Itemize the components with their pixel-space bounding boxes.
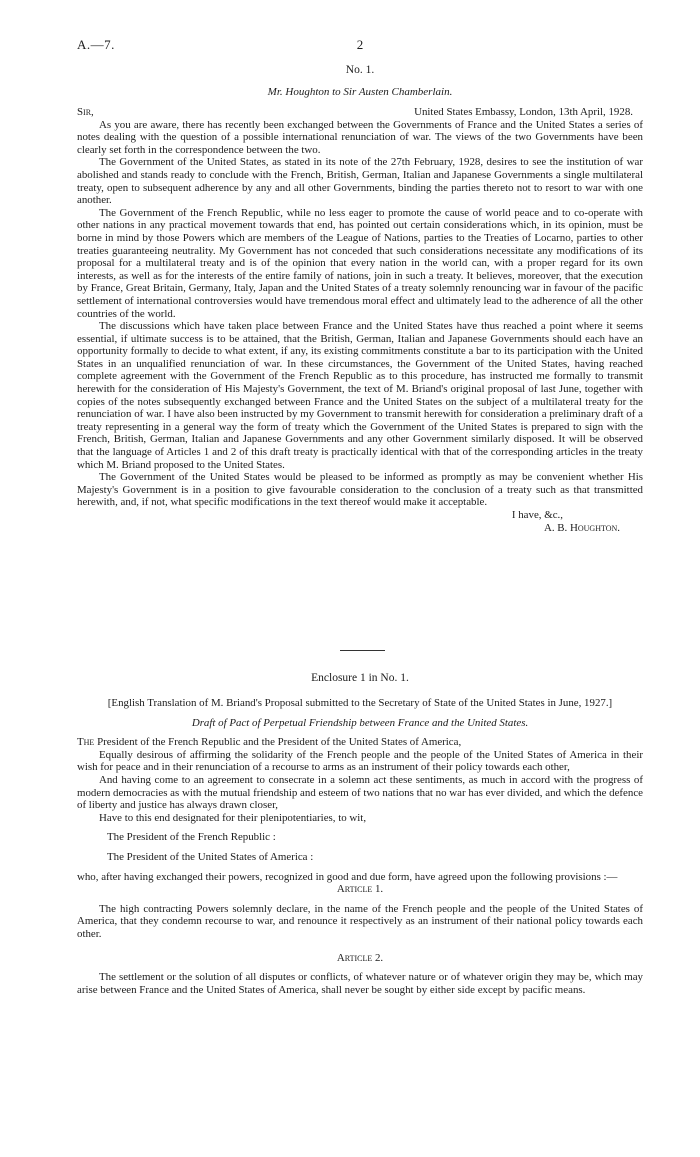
letter-closing: I have, &c., bbox=[511, 509, 563, 521]
salutation-row bbox=[77, 106, 643, 119]
document-number: No. 1. bbox=[345, 64, 375, 76]
preamble-first-word: The bbox=[77, 736, 95, 749]
page-number: 2 bbox=[356, 37, 364, 52]
article-heading: Article 1. bbox=[336, 883, 384, 896]
letter-title: Mr. Houghton to Sir Austen Chamberlain. bbox=[267, 86, 453, 98]
series-number: A.—7. bbox=[77, 37, 115, 52]
article-text: The high contracting Powers solemnly declare, in the name of the French people and the people of the United States of America, that they condemn recourse to war, and renounce it respectively as an instrument of their national policy towards each other. bbox=[77, 902, 643, 940]
preamble-opening bbox=[77, 736, 643, 749]
salutation: Sir, bbox=[77, 106, 94, 118]
enclosure-body bbox=[77, 697, 643, 996]
draft-title: Draft of Pact of Perpetual Friendship between France and the United States. bbox=[191, 716, 529, 729]
place-date: United States Embassy, London, 13th April, 1928. bbox=[414, 106, 633, 118]
enclosure-heading: Enclosure 1 in No. 1. bbox=[311, 672, 409, 684]
article-heading: Article 2. bbox=[336, 951, 384, 964]
preamble-paragraph: Equally desirous of affirming the solidarity of the French people and the people of the United States of America in their wish for peace and in their renunciation of a recourse to arms as an instrument of their policy towards each other, bbox=[77, 748, 643, 774]
letter-paragraph: The Government of the French Republic, while no less eager to promote the cause of world peace and to co-operate with other nations in any practical movement towards that end, has pointed out certain considerations which, in its opinion, must be borne in mind by those Powers which are members of the League of Nations, parties to the Treaties of Locarno, parties to other treaties guaranteeing neutrality. My Government has not conceded that such considerations necessitate any modifications of its proposal for a multilateral treaty and is of the opinion that every nation in the world can, with a proper regard for its own interests, as well as for the interests of the entire family of nations, join in such a treaty. It believes, moreover, that the execution by France, Great Britain, Germany, Italy, Japan and the United States of a treaty solemnly renouncing war in favour of the pacific settlement of international controversies would have tremendous moral effect and ultimately lead to the adherence of all the other countries of the world. bbox=[77, 206, 643, 320]
plenipotentiary-line: The President of the French Republic : bbox=[107, 831, 276, 844]
preamble-paragraph: Have to this end designated for their plenipotentiaries, to wit, bbox=[99, 811, 367, 824]
agreement-clause: who, after having exchanged their powers, recognized in good and due form, have agreed upon the following provisions :— bbox=[77, 870, 618, 883]
preamble-paragraph: And having come to an agreement to consecrate in a solemn act these sentiments, as much in accord with the progress of modern democracies as with the mutual friendship and esteem of two nations that no war has ever divided, and which the defence of liberty and justice has always drawn closer, bbox=[77, 773, 643, 812]
letter-closing-block bbox=[77, 509, 643, 534]
letter-paragraph: The discussions which have taken place between France and the United States have thus reached a point where it seems essential, if ultimate success is to be attained, that the British, German, Italian and Japanese Governments should each have an opportunity formally to decide to what extent, if any, its existing commitments constitute a bar to its participation with the United States in an unqualified renunciation of war. In these circumstances, the Government of the United States, having reached complete agreement with the Government of the French Republic as to this procedure, has instructed me formally to transmit herewith for the consideration of His Majesty's Government, the text of M. Briand's original proposal of last June, together with copies of the notes subsequently exchanged between France and the United States on the subject of a multilateral treaty for the renunciation of war. I have also been instructed by my Government to transmit herewith for consideration a preliminary draft of a treaty representing in a general way the form of treaty which the Government of the United States is prepared to sign with the French, British, German, Italian and Japanese Governments and any other Government similarly disposed. It will be observed that the language of Articles 1 and 2 of this draft treaty is practically identical with that of the corresponding articles in the treaty which M. Briand proposed to the United States. bbox=[77, 320, 643, 471]
section-divider bbox=[340, 650, 385, 651]
letter-body bbox=[77, 106, 643, 534]
preamble-first-rest: President of the French Republic and the President of the United States of America, bbox=[97, 736, 462, 749]
article-text: The settlement or the solution of all disputes or conflicts, of whatever nature or of whatever origin they may be, which may arise between France and the United States of America, shall never be sought by either side except by pacific means. bbox=[77, 971, 643, 996]
enclosure-note: [English Translation of M. Briand's Proposal submitted to the Secretary of State of the United States in June, 1927.] bbox=[107, 697, 613, 709]
letter-signature: A. B. Houghton. bbox=[543, 521, 620, 534]
page-header bbox=[77, 37, 643, 53]
letter-paragraph: The Government of the United States, as stated in its note of the 27th February, 1928, desires to see the institution of war abolished and stands ready to conclude with the French, British, German, Italian and Japanese Governments a single multilateral treaty, open to subsequent adherence by any and all other Governments, binding the parties thereto not to resort to war with one another. bbox=[77, 156, 643, 207]
letter-paragraph: The Government of the United States would be pleased to be informed as promptly as may be convenient whether His Majesty's Government is in a position to give favourable consideration to the conclusion of a treaty such as that transmitted herewith, and, if not, what specific modifications in the text thereof would make it acceptable. bbox=[77, 471, 643, 509]
plenipotentiary-line: The President of the United States of America : bbox=[107, 850, 314, 863]
letter-paragraph: As you are aware, there has recently been exchanged between the Governments of France and the United States a series of notes dealing with the question of a possible international renunciation of war. The views of the two Governments have been clearly set forth in the correspondence between the two. bbox=[77, 118, 643, 156]
